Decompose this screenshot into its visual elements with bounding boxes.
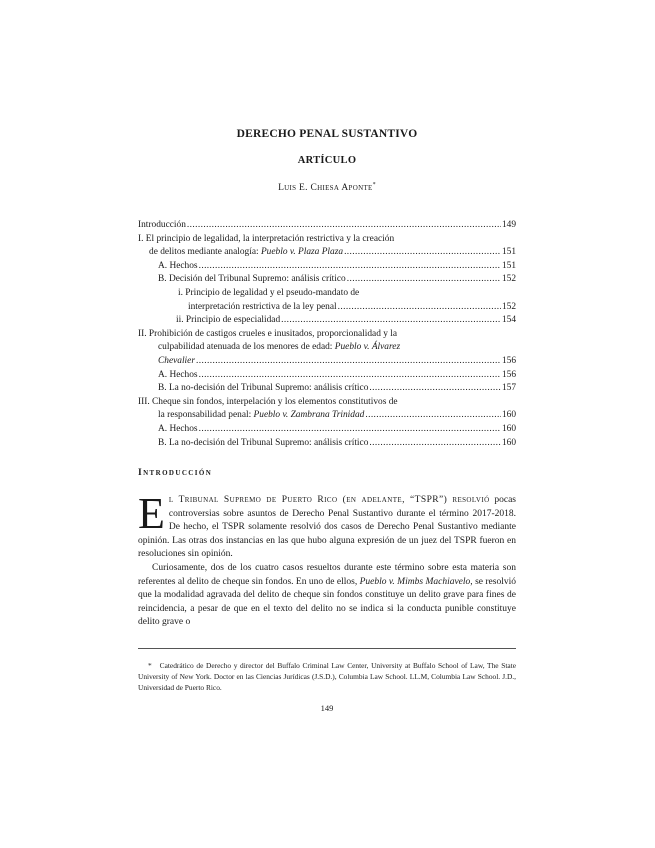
toc-page: 160 [501,437,516,448]
toc-page: 151 [501,247,516,258]
toc-label: II. Prohibición de castigos crueles e inusitados, proporcionalidad y la [138,328,398,339]
paragraph-text: pocas controversias sobre asuntos de Derecho Penal Sustantivo durante el término 2017-2018. De hecho, el TSPR solamente resolvió dos casos de Derecho Penal Sustantivo mediante opinión. Las otras dos instancias en las que hubo alguna expresión de un juez del TSPR fueron en resoluciones sin opinión. [138,495,517,560]
toc-page: 154 [501,315,516,326]
toc-page: 156 [501,369,516,380]
toc-page: 152 [501,301,516,312]
toc-page: 149 [501,220,516,230]
toc-page: 156 [501,355,516,366]
author-name [138,182,516,193]
toc-entry-i-b-ii[interactable] [138,314,516,328]
toc-entry-i[interactable] [138,233,516,260]
table-of-contents [138,219,516,450]
lead-in-text: l Tribunal Supremo de Puerto Rico (en adelante, “TSPR”) resolvió [168,495,490,505]
toc-label: B. La no-decisión del Tribunal Supremo: análisis crítico [158,437,369,448]
toc-entry-ii-b[interactable] [138,382,516,396]
toc-page: 151 [501,260,516,271]
toc-label: A. Hechos [158,423,198,434]
toc-label: B. La no-decisión del Tribunal Supremo: análisis crítico [158,383,369,394]
section-heading: Introducción [138,468,213,478]
author-text: Luis E. Chiesa Aponte [278,183,373,194]
toc-label: A. Hechos [158,369,198,380]
paragraph-text: , se resolvió que la modalidad agravada del delito de cheque sin fondos constituye un delito grave para fines de reincidencia, a pesar de que en el texto del delito no se indica si la conducta punible constituye delito grave o [138,576,516,628]
toc-label: culpabilidad atenuada de los menores de edad: [158,342,335,353]
toc-label: de delitos mediante analogía: [149,247,261,258]
toc-entry-iii-b[interactable] [138,437,516,451]
paragraph [138,562,516,630]
toc-entry-introduccion[interactable] [138,219,516,233]
toc-entry-ii[interactable] [138,328,516,369]
toc-entry-i-a[interactable] [138,260,516,274]
toc-case-name: Pueblo v. Álvarez [334,342,401,353]
drop-cap: E [138,489,165,538]
toc-label: A. Hechos [158,260,198,271]
footnote [138,660,516,693]
page-number: 149 [320,703,334,713]
paragraph-text: Curiosamente, dos de los cuatro casos resueltos durante este término sobre esta materia son referentes al delito de cheque sin fondos. En uno de ellos, [138,562,516,587]
article-title: DERECHO PENAL SUSTANTIVO [236,128,418,140]
toc-label: i. Principio de legalidad y el pseudo-mandato de [178,287,360,298]
article-type: ARTÍCULO [297,155,357,166]
toc-entry-i-b[interactable] [138,273,516,287]
toc-label: ii. Principio de especialidad [176,315,281,326]
toc-case-name: Pueblo v. Zambrana Trinidad [253,410,365,421]
toc-entry-i-b-i[interactable] [138,287,516,314]
toc-label: I. El principio de legalidad, la interpretación restrictiva y la creación [138,233,395,244]
toc-case-name: Chevalier [158,355,195,366]
paragraph [138,489,517,562]
toc-label: III. Cheque sin fondos, interpelación y los elementos constitutivos de [138,396,398,407]
toc-label: B. Decisión del Tribunal Supremo: análisis crítico [158,274,346,285]
toc-entry-iii[interactable] [138,396,516,423]
toc-page: 160 [501,410,516,421]
toc-page: 157 [501,383,516,394]
case-name: Pueblo v. Mimbs Machiavelo [359,576,471,587]
toc-entry-iii-a[interactable] [138,423,516,437]
toc-label: interpretación restrictiva de la ley penal [188,301,337,312]
toc-case-name: Pueblo v. Plaza Plaza [260,247,344,258]
toc-page: 152 [501,274,516,285]
toc-label: la responsabilidad penal: [158,410,254,421]
author-footnote-mark: * [372,182,376,188]
footnote-divider [138,648,516,649]
footnote-mark: * [148,661,152,670]
footnote-text: Catedrático de Derecho y director del Buffalo Criminal Law Center, University at Buffalo School of Law, The State University of New York. Doctor en las Ciencias Jurídicas (J.S.D.), Columbia Law School. LL.M, Columbia Law School. J.D., Universidad de Puerto Rico. [138,661,516,692]
toc-entry-ii-a[interactable] [138,369,516,383]
toc-label: Introducción [138,220,186,230]
body-text [138,489,517,630]
toc-page: 160 [501,423,516,434]
